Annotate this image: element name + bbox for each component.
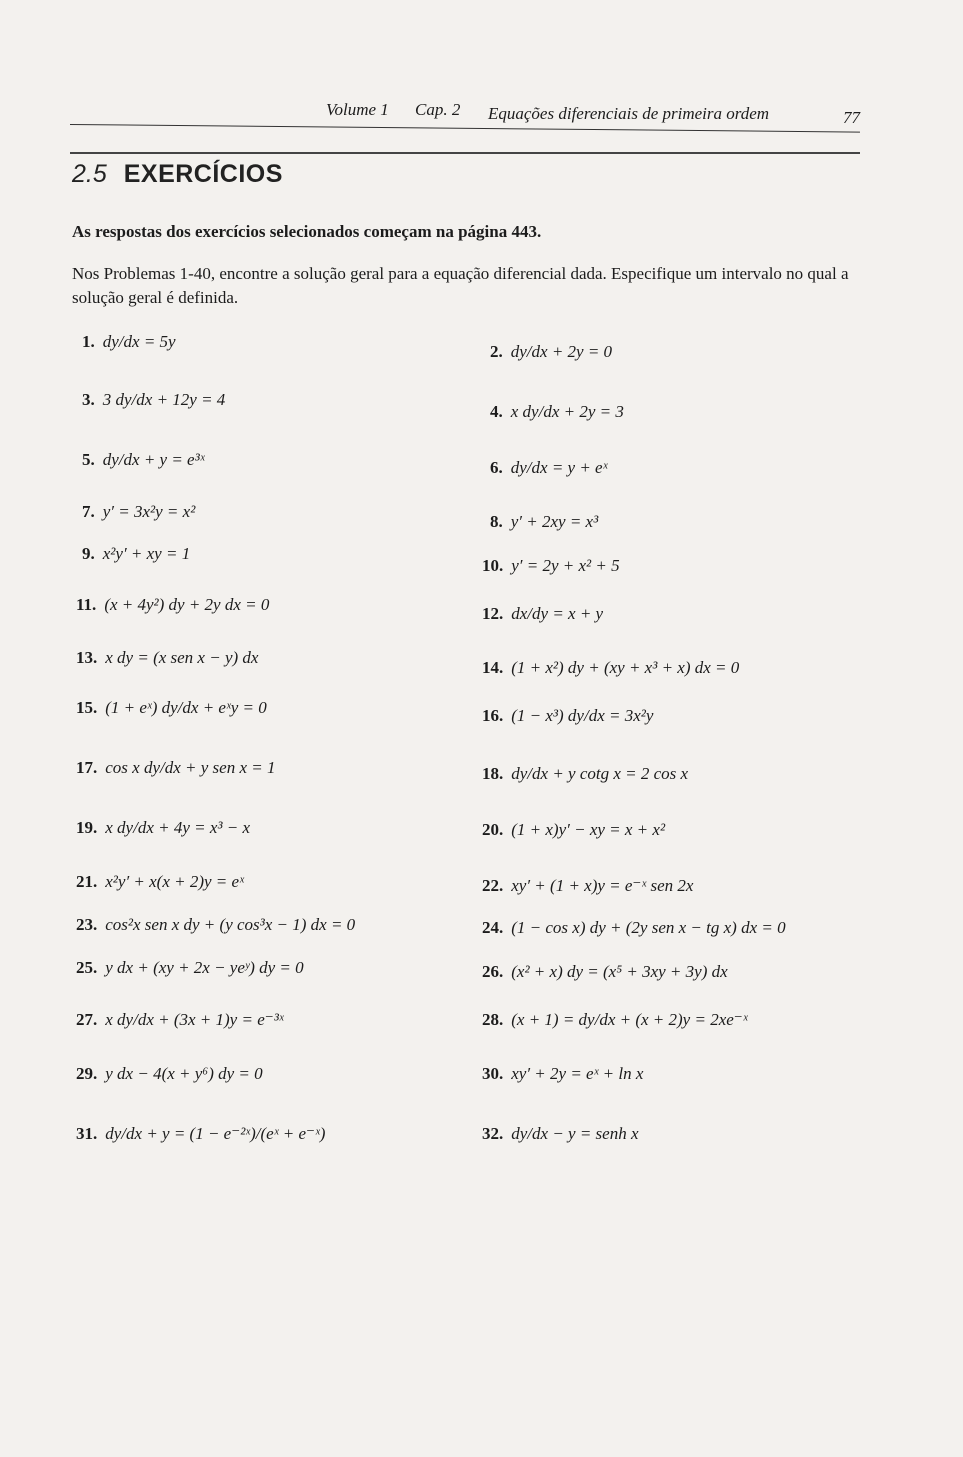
- exercise-29: 29. y dx − 4(x + y⁶) dy = 0: [76, 1064, 263, 1083]
- exercise-2: 2. dy/dx + 2y = 0: [490, 342, 613, 361]
- exercise-24: 24. (1 − cos x) dy + (2y sen x − tg x) dx = 0: [482, 918, 786, 937]
- section-number: 2.5: [72, 160, 107, 188]
- header-volume: Volume 1: [326, 100, 389, 119]
- exercise-6: 6. dy/dx = y + eˣ: [490, 458, 608, 477]
- exercise-20: 20. (1 + x)y′ − xy = x + x²: [482, 820, 666, 839]
- exercise-11: 11. (x + 4y²) dy + 2y dx = 0: [76, 595, 270, 614]
- section-title: EXERCÍCIOS: [123, 160, 283, 188]
- exercise-21: 21. x²y′ + x(x + 2)y = eˣ: [76, 872, 244, 891]
- section-heading: [72, 160, 283, 189]
- exercise-8: 8. y′ + 2xy = x³: [490, 512, 599, 531]
- answers-note: As respostas dos exercícios selecionados começam na página 443.: [72, 222, 542, 241]
- exercise-32: 32. dy/dx − y = senh x: [482, 1124, 639, 1143]
- exercise-7: 7. y′ = 3x²y = x²: [82, 502, 196, 521]
- page-number: 77: [843, 108, 860, 127]
- exercise-28: 28. (x + 1) = dy/dx + (x + 2)y = 2xe⁻ˣ: [482, 1010, 748, 1029]
- exercise-3: 3. 3 dy/dx + 12y = 4: [82, 390, 226, 409]
- exercise-27: 27. x dy/dx + (3x + 1)y = e⁻³ˣ: [76, 1010, 284, 1029]
- exercise-12: 12. dx/dy = x + y: [482, 604, 604, 623]
- exercise-25: 25. y dx + (xy + 2x − yeʸ) dy = 0: [76, 958, 304, 977]
- header-chapter: Cap. 2: [415, 100, 461, 119]
- exercise-15: 15. (1 + eˣ) dy/dx + eˣy = 0: [76, 698, 267, 717]
- exercise-14: 14. (1 + x²) dy + (xy + x³ + x) dx = 0: [482, 658, 740, 677]
- exercise-22: 22. xy′ + (1 + x)y = e⁻ˣ sen 2x: [482, 876, 694, 895]
- exercise-5: 5. dy/dx + y = e³ˣ: [82, 450, 205, 469]
- exercise-16: 16. (1 − x³) dy/dx = 3x²y: [482, 706, 654, 725]
- section-rule: [70, 152, 860, 154]
- exercise-4: 4. x dy/dx + 2y = 3: [490, 402, 624, 421]
- exercise-19: 19. x dy/dx + 4y = x³ − x: [76, 818, 251, 837]
- exercise-10: 10. y′ = 2y + x² + 5: [482, 556, 620, 575]
- exercise-17: 17. cos x dy/dx + y sen x = 1: [76, 758, 276, 777]
- header-chapter-title: Equações diferenciais de primeira ordem: [488, 104, 770, 123]
- exercise-23: 23. cos²x sen x dy + (y cos³x − 1) dx = 0: [76, 915, 356, 934]
- exercise-31: 31. dy/dx + y = (1 − e⁻²ˣ)/(eˣ + e⁻ˣ): [76, 1124, 326, 1143]
- exercise-1: 1. dy/dx = 5y: [82, 332, 176, 351]
- exercise-26: 26. (x² + x) dy = (x⁵ + 3xy + 3y) dx: [482, 962, 728, 981]
- running-header: [70, 100, 860, 128]
- exercise-30: 30. xy′ + 2y = eˣ + ln x: [482, 1064, 644, 1083]
- problem-instructions: Nos Problemas 1-40, encontre a solução geral para a equação diferencial dada. Especifique um intervalo no qual a solução geral é definida.: [72, 264, 849, 307]
- exercise-9: 9. x²y′ + xy = 1: [82, 544, 191, 563]
- exercise-13: 13. x dy = (x sen x − y) dx: [76, 648, 259, 667]
- exercise-18: 18. dy/dx + y cotg x = 2 cos x: [482, 764, 689, 783]
